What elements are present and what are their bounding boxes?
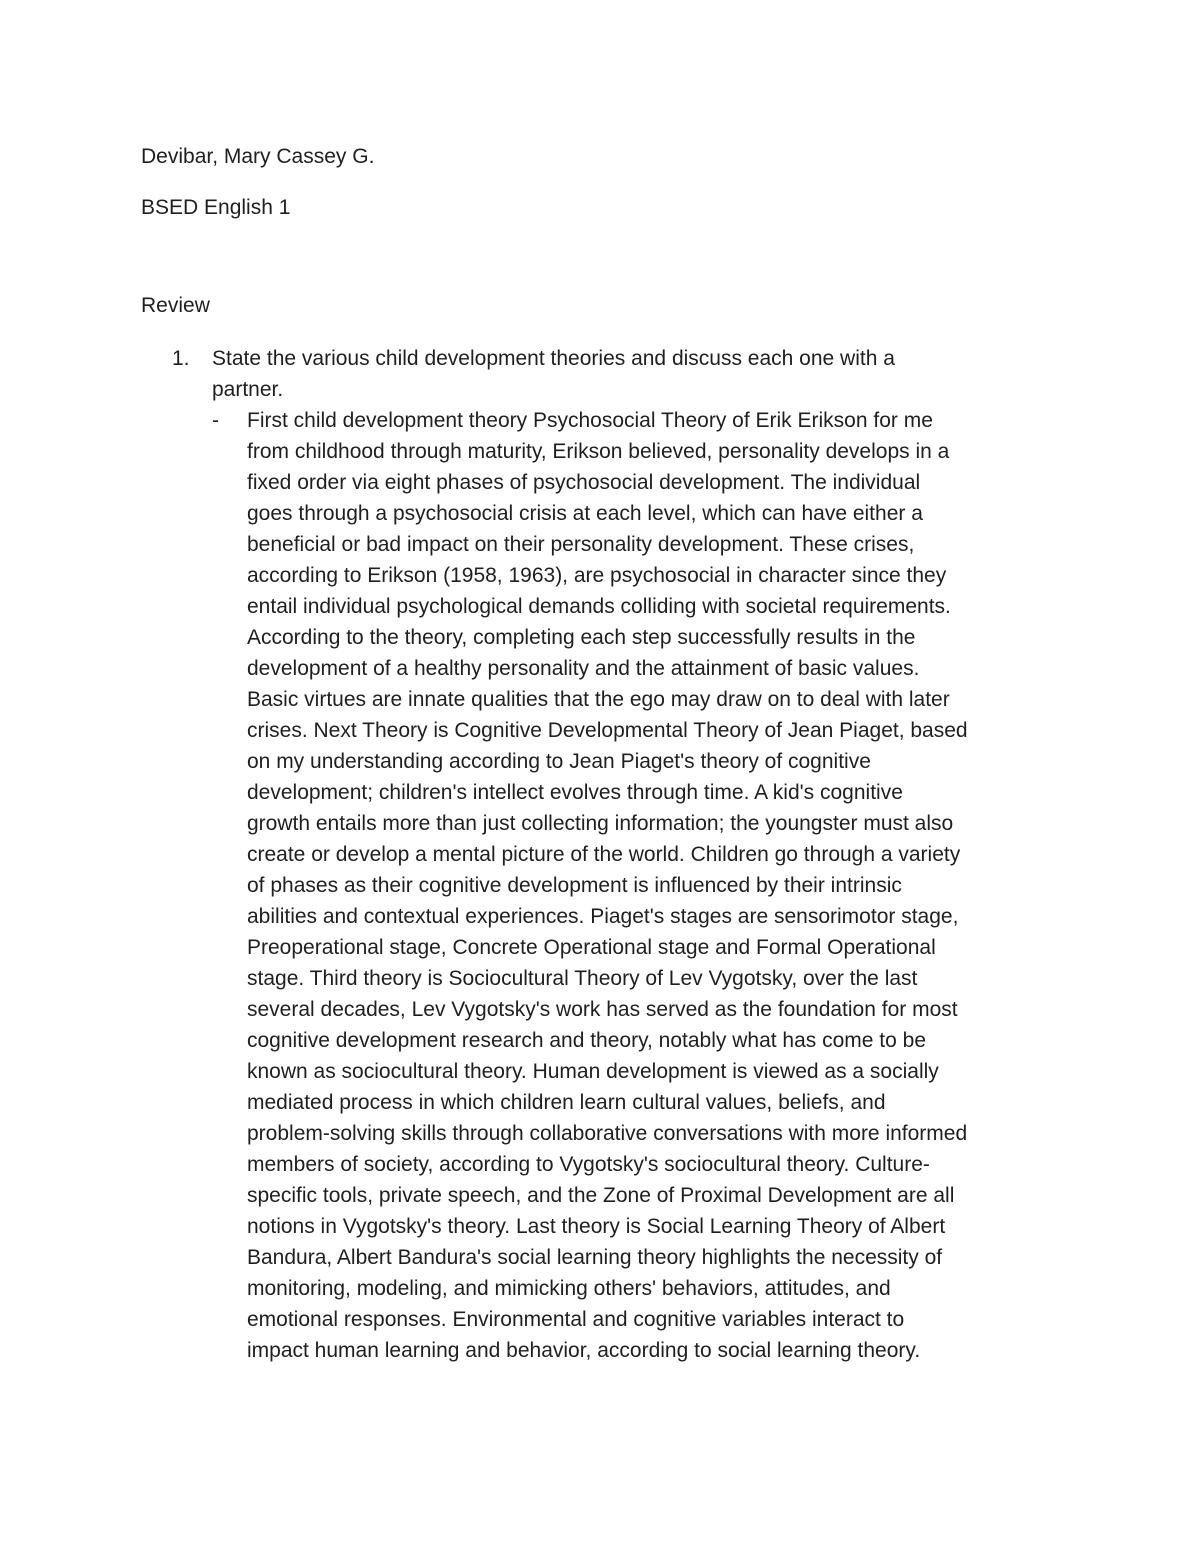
- answer-line: crises. Next Theory is Cognitive Developmental Theory of Jean Piaget, based: [247, 719, 968, 742]
- answer-line: According to the theory, completing each step successfully results in the: [247, 626, 916, 649]
- answer-bullet: -: [212, 409, 219, 432]
- question-number: 1.: [172, 347, 190, 370]
- answer-line: goes through a psychosocial crisis at each level, which can have either a: [247, 502, 923, 525]
- answer-line: fixed order via eight phases of psychosocial development. The individual: [247, 471, 921, 494]
- answer-line: development of a healthy personality and the attainment of basic values.: [247, 657, 920, 680]
- answer-line: from childhood through maturity, Erikson believed, personality develops in a: [247, 440, 950, 463]
- answer-line: on my understanding according to Jean Piaget's theory of cognitive: [247, 750, 871, 773]
- question-text: [212, 343, 1012, 405]
- answer-line: of phases as their cognitive development is influenced by their intrinsic: [247, 874, 902, 897]
- question-line: partner.: [212, 378, 284, 401]
- answer-line: abilities and contextual experiences. Piaget's stages are sensorimotor stage,: [247, 905, 959, 928]
- course-label: BSED English 1: [141, 196, 291, 219]
- student-name: Devibar, Mary Cassey G.: [141, 145, 375, 168]
- answer-line: known as sociocultural theory. Human development is viewed as a socially: [247, 1060, 939, 1083]
- answer-line: Bandura, Albert Bandura's social learning theory highlights the necessity of: [247, 1246, 943, 1269]
- answer-line: emotional responses. Environmental and cognitive variables interact to: [247, 1308, 905, 1331]
- answer-line: stage. Third theory is Sociocultural Theory of Lev Vygotsky, over the last: [247, 967, 918, 990]
- answer-line: according to Erikson (1958, 1963), are psychosocial in character since they: [247, 564, 947, 587]
- answer-line: Preoperational stage, Concrete Operational stage and Formal Operational: [247, 936, 936, 959]
- section-heading: Review: [141, 294, 210, 317]
- answer-line: monitoring, modeling, and mimicking others' behaviors, attitudes, and: [247, 1277, 891, 1300]
- answer-line: problem-solving skills through collaborative conversations with more informed: [247, 1122, 968, 1145]
- answer-paragraph: [247, 405, 1087, 1366]
- answer-line: development; children's intellect evolves through time. A kid's cognitive: [247, 781, 903, 804]
- answer-line: notions in Vygotsky's theory. Last theory is Social Learning Theory of Albert: [247, 1215, 946, 1238]
- answer-line: impact human learning and behavior, according to social learning theory.: [247, 1339, 921, 1362]
- answer-line: beneficial or bad impact on their personality development. These crises,: [247, 533, 915, 556]
- answer-line: members of society, according to Vygotsky's sociocultural theory. Culture-: [247, 1153, 930, 1176]
- answer-line: create or develop a mental picture of the world. Children go through a variety: [247, 843, 961, 866]
- question-line: State the various child development theories and discuss each one with a: [212, 347, 895, 370]
- answer-line: several decades, Lev Vygotsky's work has served as the foundation for most: [247, 998, 958, 1021]
- answer-line: entail individual psychological demands colliding with societal requirements.: [247, 595, 951, 618]
- answer-line: growth entails more than just collecting information; the youngster must also: [247, 812, 954, 835]
- answer-line: specific tools, private speech, and the Zone of Proximal Development are all: [247, 1184, 955, 1207]
- answer-line: mediated process in which children learn cultural values, beliefs, and: [247, 1091, 886, 1114]
- answer-line: First child development theory Psychosocial Theory of Erik Erikson for me: [247, 409, 933, 432]
- answer-line: Basic virtues are innate qualities that the ego may draw on to deal with later: [247, 688, 950, 711]
- answer-line: cognitive development research and theory, notably what has come to be: [247, 1029, 927, 1052]
